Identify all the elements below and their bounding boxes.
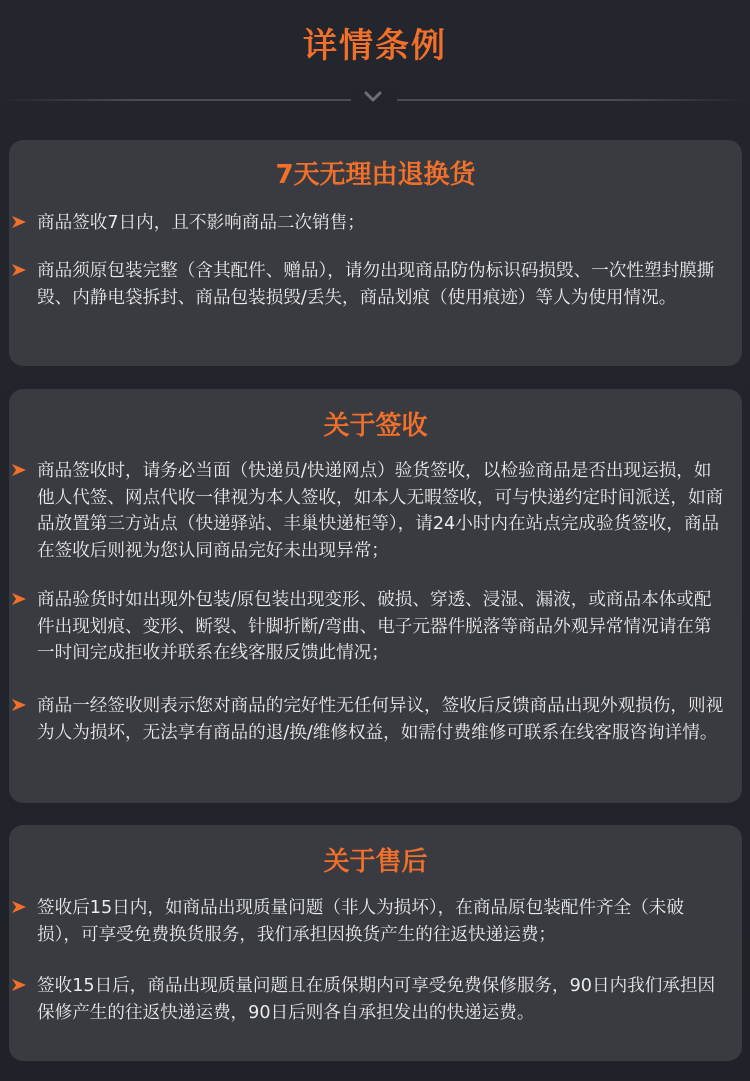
section-card-sign-for-receipt <box>9 389 742 803</box>
section-card-7-day-return <box>9 140 742 366</box>
arrow-right-icon <box>12 593 26 605</box>
list-item-text: 商品签收时，请务必当面（快递员/快递网点）验货签收，以检验商品是否出现运损，如他人代签、网点代收一律视为本人签收，如本人无暇签收，可与快递约定时间派送，如商品放置第三方站点（快递驿站、丰巢快递柜等），请24小时内在站点完成验货签收，商品在签收后则视为您认同商品完好未出现异常； <box>37 461 724 561</box>
list-item-text: 商品签收7日内，且不影响商品二次销售； <box>37 213 365 233</box>
arrow-right-icon <box>12 216 26 228</box>
section-title: 7天无理由退换货 <box>275 160 476 190</box>
arrow-right-icon <box>12 979 26 991</box>
section-card-after-sales <box>9 825 742 1061</box>
arrow-right-icon <box>12 901 26 913</box>
page-title: 详情条例 <box>303 26 447 66</box>
arrow-right-icon <box>12 464 26 476</box>
arrow-right-icon <box>12 699 26 711</box>
list-item-text: 商品须原包装完整（含其配件、赠品），请勿出现商品防伪标识码损毁、一次性塑封膜撕毁、内静电袋拆封、商品包装损毁/丢失，商品划痕（使用痕迹）等人为使用情况。 <box>37 261 715 308</box>
list-item-text: 商品验货时如出现外包装/原包装出现变形、破损、穿透、浸湿、漏液，或商品本体或配件出现划痕、变形、断裂、针脚折断/弯曲、电子元器件脱落等商品外观异常情况请在第一时间完成拒收并联系在线客服反馈此情况； <box>37 590 712 663</box>
list-item-text: 签收后15日内，如商品出现质量问题（非人为损坏），在商品原包装配件齐全（未破损），可享受免费换货服务，我们承担因换货产生的往返快递运费； <box>37 898 684 945</box>
section-title: 关于签收 <box>323 411 428 441</box>
list-item-text: 签收15日后，商品出现质量问题且在质保期内可享受免费保修服务，90日内我们承担因保修产生的往返快递运费，90日后则各自承担发出的快递运费。 <box>37 976 716 1023</box>
arrow-right-icon <box>12 264 26 276</box>
list-item-text: 商品一经签收则表示您对商品的完好性无任何异议，签收后反馈商品出现外观损伤，则视为人为损坏，无法享有商品的退/换/维修权益，如需付费维修可联系在线客服咨询详情。 <box>37 696 724 743</box>
chevron-down-icon <box>364 90 382 104</box>
section-title: 关于售后 <box>323 847 428 877</box>
